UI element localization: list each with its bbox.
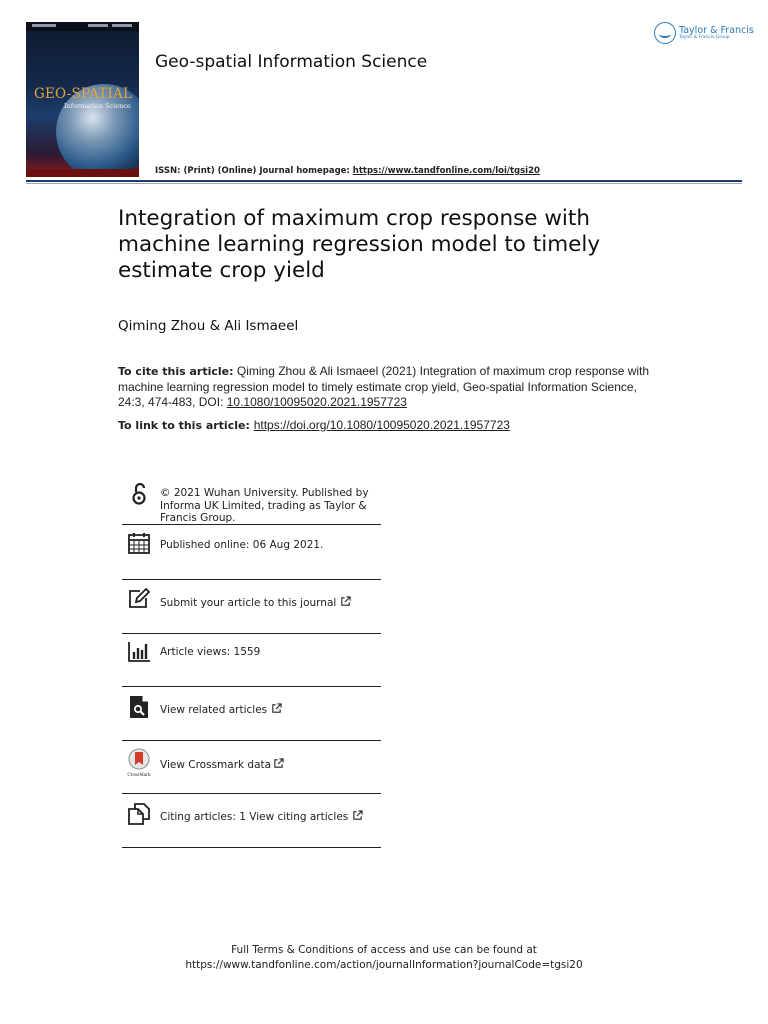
citing-articles-item[interactable] (122, 794, 381, 848)
crossmark-item[interactable] (122, 741, 381, 794)
submit-article-text: Submit your article to this journal (160, 597, 337, 609)
article-views-text: Article views: 1559 (160, 646, 261, 658)
open-access-icon (127, 482, 151, 506)
taylor-francis-logo-icon (654, 22, 676, 44)
publisher-logo-subtext: Taylor & Francis Group (679, 35, 730, 40)
article-doi-url-link[interactable]: https://doi.org/10.1080/10095020.2021.1957723 (253, 418, 510, 432)
citing-articles-link[interactable] (160, 810, 363, 824)
citing-documents-icon (127, 802, 151, 826)
journal-cover-image (26, 22, 139, 177)
article-link-line (118, 418, 510, 432)
citation-doi-link[interactable]: 10.1080/10095020.2021.1957723 (226, 395, 407, 409)
crossmark-link[interactable] (160, 758, 284, 772)
publisher-logo-text: Taylor & Francis (679, 24, 754, 36)
external-link-icon (271, 703, 282, 714)
calendar-icon (127, 531, 151, 555)
citation-block (118, 364, 658, 411)
cover-title: GEO-SPATIAL (34, 86, 133, 102)
crossmark-icon (127, 748, 151, 778)
edit-icon (127, 587, 151, 611)
article-authors: Qiming Zhou & Ali Ismaeel (118, 318, 299, 334)
issn-line (155, 166, 540, 176)
cover-top-band (26, 22, 139, 31)
external-link-icon (340, 596, 351, 607)
submit-article-link[interactable] (160, 596, 351, 610)
article-info-list (122, 478, 381, 848)
cover-footer-band (26, 169, 139, 177)
header-divider-thin (26, 183, 742, 184)
article-title: Integration of maximum crop response with machine learning regression model to timely estimate crop yield (118, 206, 601, 283)
article-views-item (122, 634, 381, 687)
terms-footer-url-link[interactable]: https://www.tandfonline.com/action/journalInformation?journalCode=tgsi20 (185, 959, 583, 971)
article-link-label: To link to this article: (118, 419, 254, 432)
citation-text: Qiming Zhou & Ali Ismaeel (2021) Integration of maximum crop response with machine learning regression model to timely estimate crop yield, Geo-spatial Information Science, 24:3, 474-483, DOI: (118, 364, 650, 409)
published-online-item (122, 525, 381, 580)
document-search-icon (127, 695, 151, 719)
terms-footer-line1: Full Terms & Conditions of access and use can be found at (231, 944, 537, 956)
citation-label: To cite this article: (118, 365, 234, 378)
open-access-text: © 2021 Wuhan University. Published by Informa UK Limited, trading as Taylor & Francis Group. (160, 487, 369, 524)
issn-prefix: ISSN: (Print) (Online) Journal homepage: (155, 166, 353, 176)
related-articles-text: View related articles (160, 704, 268, 716)
related-articles-link[interactable] (160, 703, 282, 717)
journal-name: Geo-spatial Information Science (155, 52, 428, 72)
bar-chart-icon (127, 640, 151, 664)
submit-article-item[interactable] (122, 580, 381, 634)
external-link-icon (273, 758, 284, 769)
crossmark-icon-text: CrossMark (127, 772, 151, 777)
header-divider (26, 180, 742, 182)
crossmark-text: View Crossmark data (160, 759, 272, 771)
related-articles-item[interactable] (122, 687, 381, 741)
terms-footer (0, 943, 768, 973)
external-link-icon (352, 810, 363, 821)
published-online-text: Published online: 06 Aug 2021. (160, 539, 324, 551)
open-access-item (122, 478, 381, 525)
citing-articles-text: Citing articles: 1 View citing articles (160, 811, 349, 823)
cover-subtitle: Information Science (64, 102, 131, 110)
publisher-logo (654, 22, 754, 44)
journal-homepage-link[interactable]: https://www.tandfonline.com/loi/tgsi20 (352, 166, 540, 176)
